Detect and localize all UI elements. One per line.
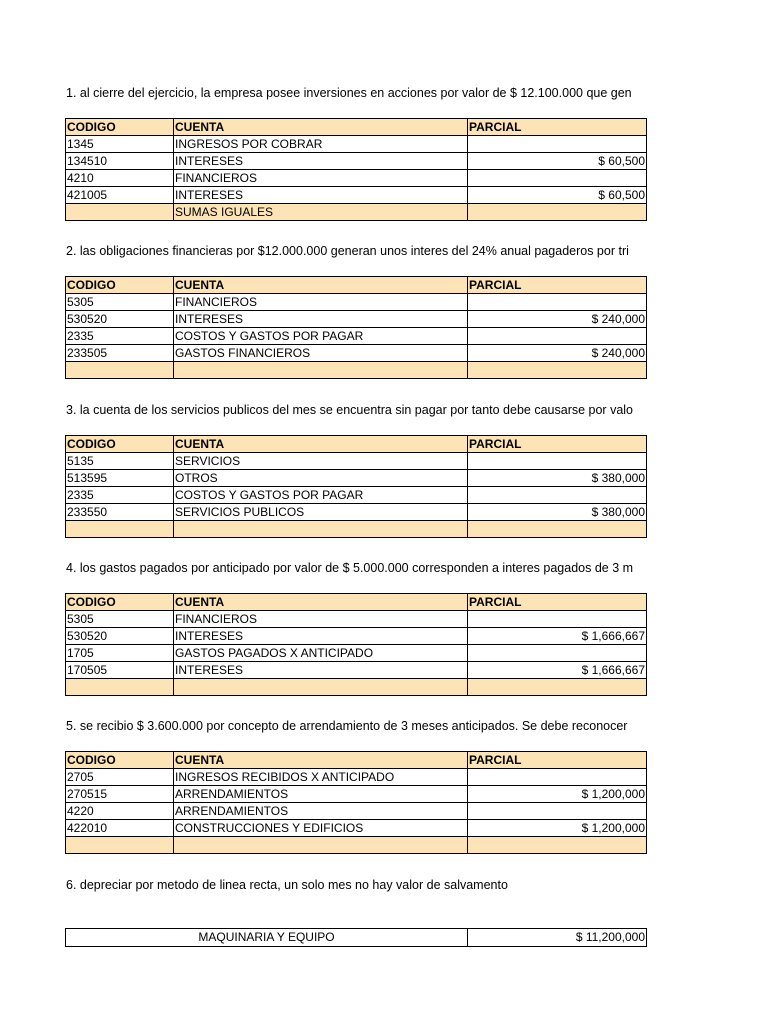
cell-parcial[interactable]: $ 240,000: [468, 311, 647, 328]
cell-codigo[interactable]: 2335: [66, 328, 174, 345]
cell-cuenta[interactable]: [174, 362, 468, 379]
table-row: [66, 662, 647, 679]
table-row: [66, 628, 647, 645]
journal-table-4: [65, 593, 647, 696]
table-header: [66, 594, 647, 611]
table-row: [66, 820, 647, 837]
cell-cuenta[interactable]: ARRENDAMIENTOS: [174, 803, 468, 820]
question-1: 1. al cierre del ejercicio, la empresa posee inversiones en acciones por valor de $ 12.100.000 que gen: [66, 86, 632, 100]
cell-parcial[interactable]: [468, 769, 647, 786]
cell-codigo[interactable]: 5135: [66, 453, 174, 470]
cell-parcial[interactable]: [468, 170, 647, 187]
header-codigo[interactable]: CODIGO: [66, 752, 174, 769]
cell-parcial[interactable]: [468, 136, 647, 153]
table-header: [66, 436, 647, 453]
table-row: [66, 929, 647, 947]
cell-cuenta[interactable]: ARRENDAMIENTOS: [174, 786, 468, 803]
table-header: [66, 119, 647, 136]
cell-parcial[interactable]: $ 240,000: [468, 345, 647, 362]
header-parcial[interactable]: PARCIAL: [468, 752, 647, 769]
table-row-total: [66, 521, 647, 538]
cell-codigo[interactable]: [66, 362, 174, 379]
table-row: [66, 611, 647, 628]
header-parcial[interactable]: PARCIAL: [468, 277, 647, 294]
header-codigo[interactable]: CODIGO: [66, 436, 174, 453]
question-5: 5. se recibio $ 3.600.000 por concepto de arrendamiento de 3 meses anticipados. Se debe reconocer: [66, 719, 628, 733]
cell-codigo[interactable]: 4210: [66, 170, 174, 187]
cell-codigo[interactable]: 2335: [66, 487, 174, 504]
cell-codigo[interactable]: 233550: [66, 504, 174, 521]
journal-table-5: [65, 751, 647, 854]
cell-parcial[interactable]: $ 380,000: [468, 504, 647, 521]
header-cuenta[interactable]: CUENTA: [174, 594, 468, 611]
cell-parcial[interactable]: [468, 204, 647, 221]
header-cuenta[interactable]: CUENTA: [174, 436, 468, 453]
header-cuenta[interactable]: CUENTA: [174, 277, 468, 294]
cell-cuenta[interactable]: FINANCIEROS: [174, 294, 468, 311]
table-row: [66, 187, 647, 204]
table-header: [66, 752, 647, 769]
cell-parcial[interactable]: [468, 521, 647, 538]
cell-cuenta[interactable]: INTERESES: [174, 153, 468, 170]
depreciation-table: [65, 928, 647, 947]
asset-label-cell[interactable]: MAQUINARIA Y EQUIPO: [66, 929, 468, 947]
cell-parcial[interactable]: [468, 453, 647, 470]
cell-parcial[interactable]: [468, 803, 647, 820]
journal-table-2: [65, 276, 647, 379]
cell-cuenta[interactable]: [174, 679, 468, 696]
cell-codigo[interactable]: 1705: [66, 645, 174, 662]
header-cuenta[interactable]: CUENTA: [174, 752, 468, 769]
table-header: [66, 277, 647, 294]
cell-cuenta[interactable]: [174, 837, 468, 854]
cell-parcial[interactable]: [468, 837, 647, 854]
cell-parcial[interactable]: $ 1,200,000: [468, 820, 647, 837]
table-row: [66, 294, 647, 311]
cell-cuenta[interactable]: INTERESES: [174, 628, 468, 645]
asset-value-cell[interactable]: $ 11,200,000: [468, 929, 647, 947]
cell-codigo[interactable]: 233505: [66, 345, 174, 362]
table-row: [66, 328, 647, 345]
header-parcial[interactable]: PARCIAL: [468, 119, 647, 136]
cell-codigo[interactable]: [66, 679, 174, 696]
header-codigo[interactable]: CODIGO: [66, 594, 174, 611]
table-row: [66, 345, 647, 362]
cell-parcial[interactable]: [468, 487, 647, 504]
cell-cuenta[interactable]: INTERESES: [174, 662, 468, 679]
header-parcial[interactable]: PARCIAL: [468, 594, 647, 611]
journal-table-3: [65, 435, 647, 538]
cell-codigo[interactable]: 422010: [66, 820, 174, 837]
header-codigo[interactable]: CODIGO: [66, 119, 174, 136]
cell-cuenta[interactable]: GASTOS FINANCIEROS: [174, 345, 468, 362]
cell-parcial[interactable]: $ 1,200,000: [468, 786, 647, 803]
cell-codigo[interactable]: 530520: [66, 628, 174, 645]
table-row: [66, 153, 647, 170]
table-row: [66, 504, 647, 521]
cell-cuenta[interactable]: INGRESOS POR COBRAR: [174, 136, 468, 153]
table-row: [66, 645, 647, 662]
cell-parcial[interactable]: [468, 294, 647, 311]
cell-cuenta[interactable]: CONSTRUCCIONES Y EDIFICIOS: [174, 820, 468, 837]
cell-cuenta[interactable]: INTERESES: [174, 311, 468, 328]
cell-codigo[interactable]: [66, 204, 174, 221]
journal-table-1: [65, 118, 647, 221]
table-row: [66, 470, 647, 487]
question-4: 4. los gastos pagados por anticipado por valor de $ 5.000.000 corresponden a interes pagados de 3 m: [66, 561, 634, 575]
cell-cuenta[interactable]: GASTOS PAGADOS X ANTICIPADO: [174, 645, 468, 662]
cell-codigo[interactable]: [66, 521, 174, 538]
question-6: 6. depreciar por metodo de linea recta, un solo mes no hay valor de salvamento: [66, 878, 508, 892]
cell-parcial[interactable]: [468, 328, 647, 345]
cell-cuenta[interactable]: FINANCIEROS: [174, 611, 468, 628]
table-row: [66, 487, 647, 504]
cell-cuenta[interactable]: [174, 521, 468, 538]
table-row-total: [66, 204, 647, 221]
table-row-total: [66, 679, 647, 696]
cell-parcial[interactable]: $ 60,500: [468, 153, 647, 170]
cell-parcial[interactable]: $ 1,666,667: [468, 662, 647, 679]
cell-cuenta[interactable]: SERVICIOS PUBLICOS: [174, 504, 468, 521]
cell-codigo[interactable]: 2705: [66, 769, 174, 786]
table-row: [66, 786, 647, 803]
cell-parcial[interactable]: [468, 679, 647, 696]
cell-codigo[interactable]: 170505: [66, 662, 174, 679]
cell-parcial[interactable]: $ 60,500: [468, 187, 647, 204]
cell-cuenta[interactable]: INGRESOS RECIBIDOS X ANTICIPADO: [174, 769, 468, 786]
cell-cuenta[interactable]: FINANCIEROS: [174, 170, 468, 187]
table-row: [66, 803, 647, 820]
cell-parcial[interactable]: $ 380,000: [468, 470, 647, 487]
header-cuenta[interactable]: CUENTA: [174, 119, 468, 136]
table-row-total: [66, 362, 647, 379]
cell-cuenta[interactable]: COSTOS Y GASTOS POR PAGAR: [174, 487, 468, 504]
table-row: [66, 136, 647, 153]
cell-codigo[interactable]: 1345: [66, 136, 174, 153]
cell-cuenta[interactable]: SUMAS IGUALES: [174, 204, 468, 221]
cell-parcial[interactable]: $ 1,666,667: [468, 628, 647, 645]
cell-parcial[interactable]: [468, 611, 647, 628]
cell-cuenta[interactable]: INTERESES: [174, 187, 468, 204]
cell-cuenta[interactable]: COSTOS Y GASTOS POR PAGAR: [174, 328, 468, 345]
table-row: [66, 453, 647, 470]
cell-codigo[interactable]: 421005: [66, 187, 174, 204]
cell-codigo[interactable]: 134510: [66, 153, 174, 170]
cell-codigo[interactable]: 530520: [66, 311, 174, 328]
cell-codigo[interactable]: [66, 837, 174, 854]
table-row: [66, 311, 647, 328]
cell-codigo[interactable]: 270515: [66, 786, 174, 803]
cell-codigo[interactable]: 513595: [66, 470, 174, 487]
cell-parcial[interactable]: [468, 362, 647, 379]
table-row: [66, 769, 647, 786]
cell-cuenta[interactable]: OTROS: [174, 470, 468, 487]
cell-codigo[interactable]: 5305: [66, 611, 174, 628]
cell-codigo[interactable]: 4220: [66, 803, 174, 820]
header-codigo[interactable]: CODIGO: [66, 277, 174, 294]
cell-cuenta[interactable]: SERVICIOS: [174, 453, 468, 470]
table-row: [66, 170, 647, 187]
question-3: 3. la cuenta de los servicios publicos del mes se encuentra sin pagar por tanto debe causarse por valo: [66, 403, 633, 417]
cell-parcial[interactable]: [468, 645, 647, 662]
table-row-total: [66, 837, 647, 854]
header-parcial[interactable]: PARCIAL: [468, 436, 647, 453]
question-2: 2. las obligaciones financieras por $12.000.000 generan unos interes del 24% anual pagaderos por tri: [66, 244, 629, 258]
cell-codigo[interactable]: 5305: [66, 294, 174, 311]
